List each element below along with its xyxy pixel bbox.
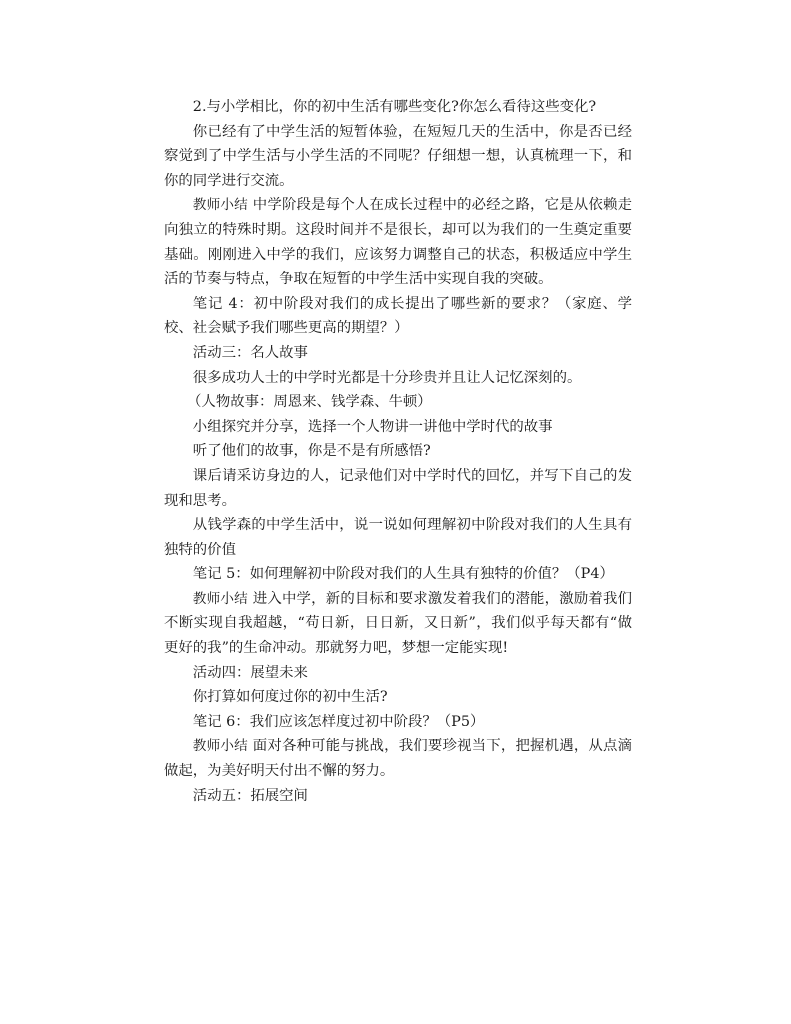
note-5: 笔记 5：如何理解初中阶段对我们的人生具有独特的价值？（P4） bbox=[192, 566, 614, 583]
teacher-summary-text: 进入中学，新的目标和要求激发着我们的潜能，激励着我们不断实现自我超越，“苟日新，日日新，又日新”，我们似乎每天都有“做更好的我”的生命冲动。那就努力吧，梦想一定能实现! bbox=[164, 590, 632, 657]
note-6: 笔记 6：我们应该怎样度过初中阶段？（P5） bbox=[192, 713, 485, 730]
teacher-summary-label: 教师小结 bbox=[192, 590, 248, 607]
paragraph-interview: 课后请采访身边的人，记录他们对中学时代的回忆，并写下自己的发现和思考。 bbox=[164, 467, 632, 509]
note-4: 笔记 4：初中阶段对我们的成长提出了哪些新的要求？（家庭、学校、社会赋予我们哪些更高的期望？） bbox=[164, 295, 632, 337]
paragraph-experience: 你已经有了中学生活的短暂体验，在短短几天的生活中，你是否已经察觉到了中学生活与小学生活的不同呢？仔细想一想，认真梳理一下，和你的同学进行交流。 bbox=[164, 123, 632, 189]
paragraph-inspired: 听了他们的故事，你是不是有所感悟? bbox=[192, 443, 431, 460]
paragraph-famous: 很多成功人士的中学时光都是十分珍贵并且让人记忆深刻的。 bbox=[192, 369, 582, 386]
teacher-summary-3 bbox=[164, 734, 632, 783]
activity-3-heading: 活动三：名人故事 bbox=[192, 344, 308, 361]
paragraph-group: 小组探究并分享，选择一个人物讲一讲他中学时代的故事 bbox=[192, 418, 553, 435]
teacher-summary-1 bbox=[164, 193, 632, 291]
teacher-summary-text: 面对各种可能与挑战，我们要珍视当下，把握机遇，从点滴做起，为美好明天付出不懈的努力。 bbox=[164, 738, 632, 780]
teacher-summary-2 bbox=[164, 587, 632, 661]
teacher-summary-text: 中学阶段是每个人在成长过程中的必经之路，它是从依赖走向独立的特殊时期。这段时间并不是很长，却可以为我们的一生奠定重要基础。刚刚进入中学的我们，应该努力调整自己的状态，积极适应中学生活的节奏与特点，争取在短暂的中学生活中实现自我的突破。 bbox=[164, 197, 632, 288]
activity-5-heading: 活动五：拓展空间 bbox=[192, 787, 308, 804]
document-page bbox=[164, 95, 632, 808]
teacher-summary-label: 教师小结 bbox=[192, 738, 248, 755]
paragraph-plan: 你打算如何度过你的初中生活? bbox=[192, 689, 388, 706]
teacher-summary-label: 教师小结 bbox=[192, 197, 248, 214]
activity-4-heading: 活动四：展望未来 bbox=[192, 664, 308, 681]
question-2: 2.与小学相比，你的初中生活有哪些变化?你怎么看待这些变化? bbox=[192, 99, 597, 115]
paragraph-figures: （人物故事：周恩来、钱学森、牛顿） bbox=[187, 394, 432, 411]
paragraph-qian: 从钱学森的中学生活中，说一说如何理解初中阶段对我们的人生具有独特的价值 bbox=[164, 517, 632, 558]
